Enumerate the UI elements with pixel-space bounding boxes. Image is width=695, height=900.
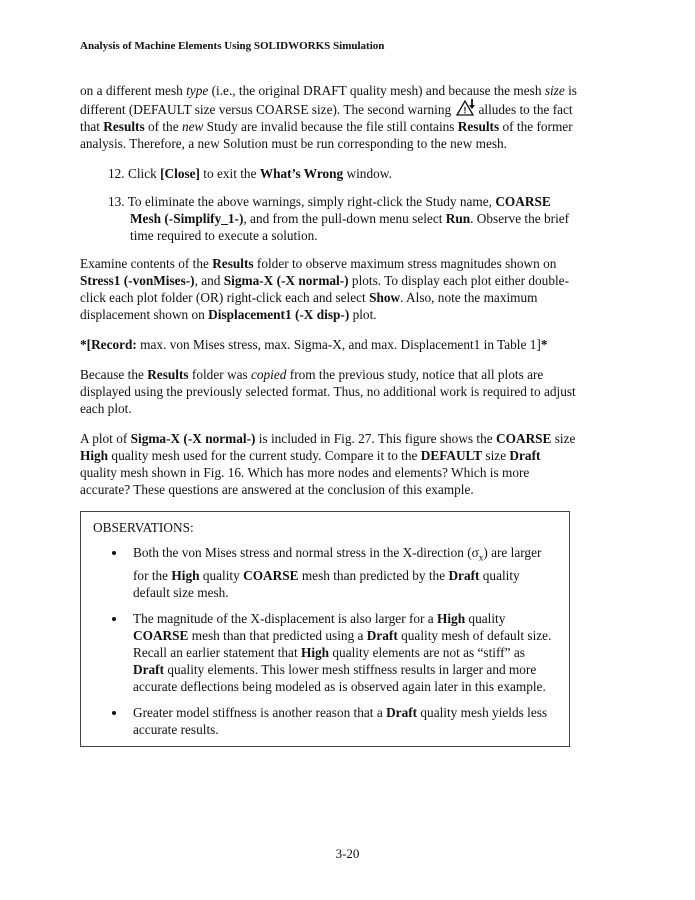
observations-box (80, 511, 570, 747)
page-body (80, 82, 580, 747)
observation-item: • Both the von Mises stress and normal stress in the X-direction $(\sigma_x)$ are larger for the High quality COARSE mesh than predicted by the Draft quality default size mesh. (127, 544, 559, 601)
observations-list (93, 544, 559, 738)
paragraph-examine: Examine contents of the Results folder to observe maximum stress magnitudes shown on Stress1 (-vonMises-), and Sigma-X (-X normal-) plots. To display each plot either double-click each plot folder (OR) right-click each and select Show. Also, note the maximum displacement shown on Displacement1 (-X disp-) plot. (80, 256, 570, 322)
step-number: 13. (108, 194, 125, 209)
observations-title: OBSERVATIONS: (93, 520, 194, 535)
paragraph-intro: on a different mesh type (i.e., the original DRAFT quality mesh) and because the mesh size is different (DEFAULT size versus COARSE size). The second warning ! alludes to the fact that Results of the new Study are invalid because the file still contains Results of the former analysis. Therefore, a new Solution must be run corresponding to the new mesh. (80, 83, 577, 151)
step-12: 12. Click [Close] to exit the What’s Wrong window. (108, 166, 392, 181)
step-number: 12. (108, 166, 125, 181)
record-instruction: *[Record: max. von Mises stress, max. Sigma-X, and max. Displacement1 in Table 1]* (80, 337, 548, 352)
paragraph-copied: Because the Results folder was copied from the previous study, notice that all plots are displayed using the previously selected format. Thus, no additional work is required to adjust each plot. (80, 367, 576, 416)
paragraph-plot: A plot of Sigma-X (-X normal-) is included in Fig. 27. This figure shows the COARSE size High quality mesh used for the current study. Compare it to the DEFAULT size Draft quality mesh shown in Fig. 16. Which has more nodes and elements? Which is more accurate? These questions are answered at the conclusion of this example. (80, 431, 576, 497)
page-number: 3-20 (335, 846, 360, 861)
observation-item: • Greater model stiffness is another reason that a Draft quality mesh yields less accurate results. (127, 704, 559, 738)
warning-icon (455, 99, 477, 117)
svg-text:!: ! (463, 105, 467, 116)
running-header: Analysis of Machine Elements Using SOLIDWORKS Simulation (80, 40, 385, 52)
step-13: 13. To eliminate the above warnings, simply right-click the Study name, COARSE Mesh (-Simplify_1-), and from the pull-down menu select Run. Observe the brief time required to execute a solution. (108, 194, 570, 243)
observation-item: • The magnitude of the X-displacement is also larger for a High quality COARSE mesh than that predicted using a Draft quality mesh of default size. Recall an earlier statement that High quality elements are not as “stiff” as Draft quality elements. This lower mesh stiffness results in larger and more accurate deflections being modeled as is observed again later in this example. (127, 610, 559, 695)
